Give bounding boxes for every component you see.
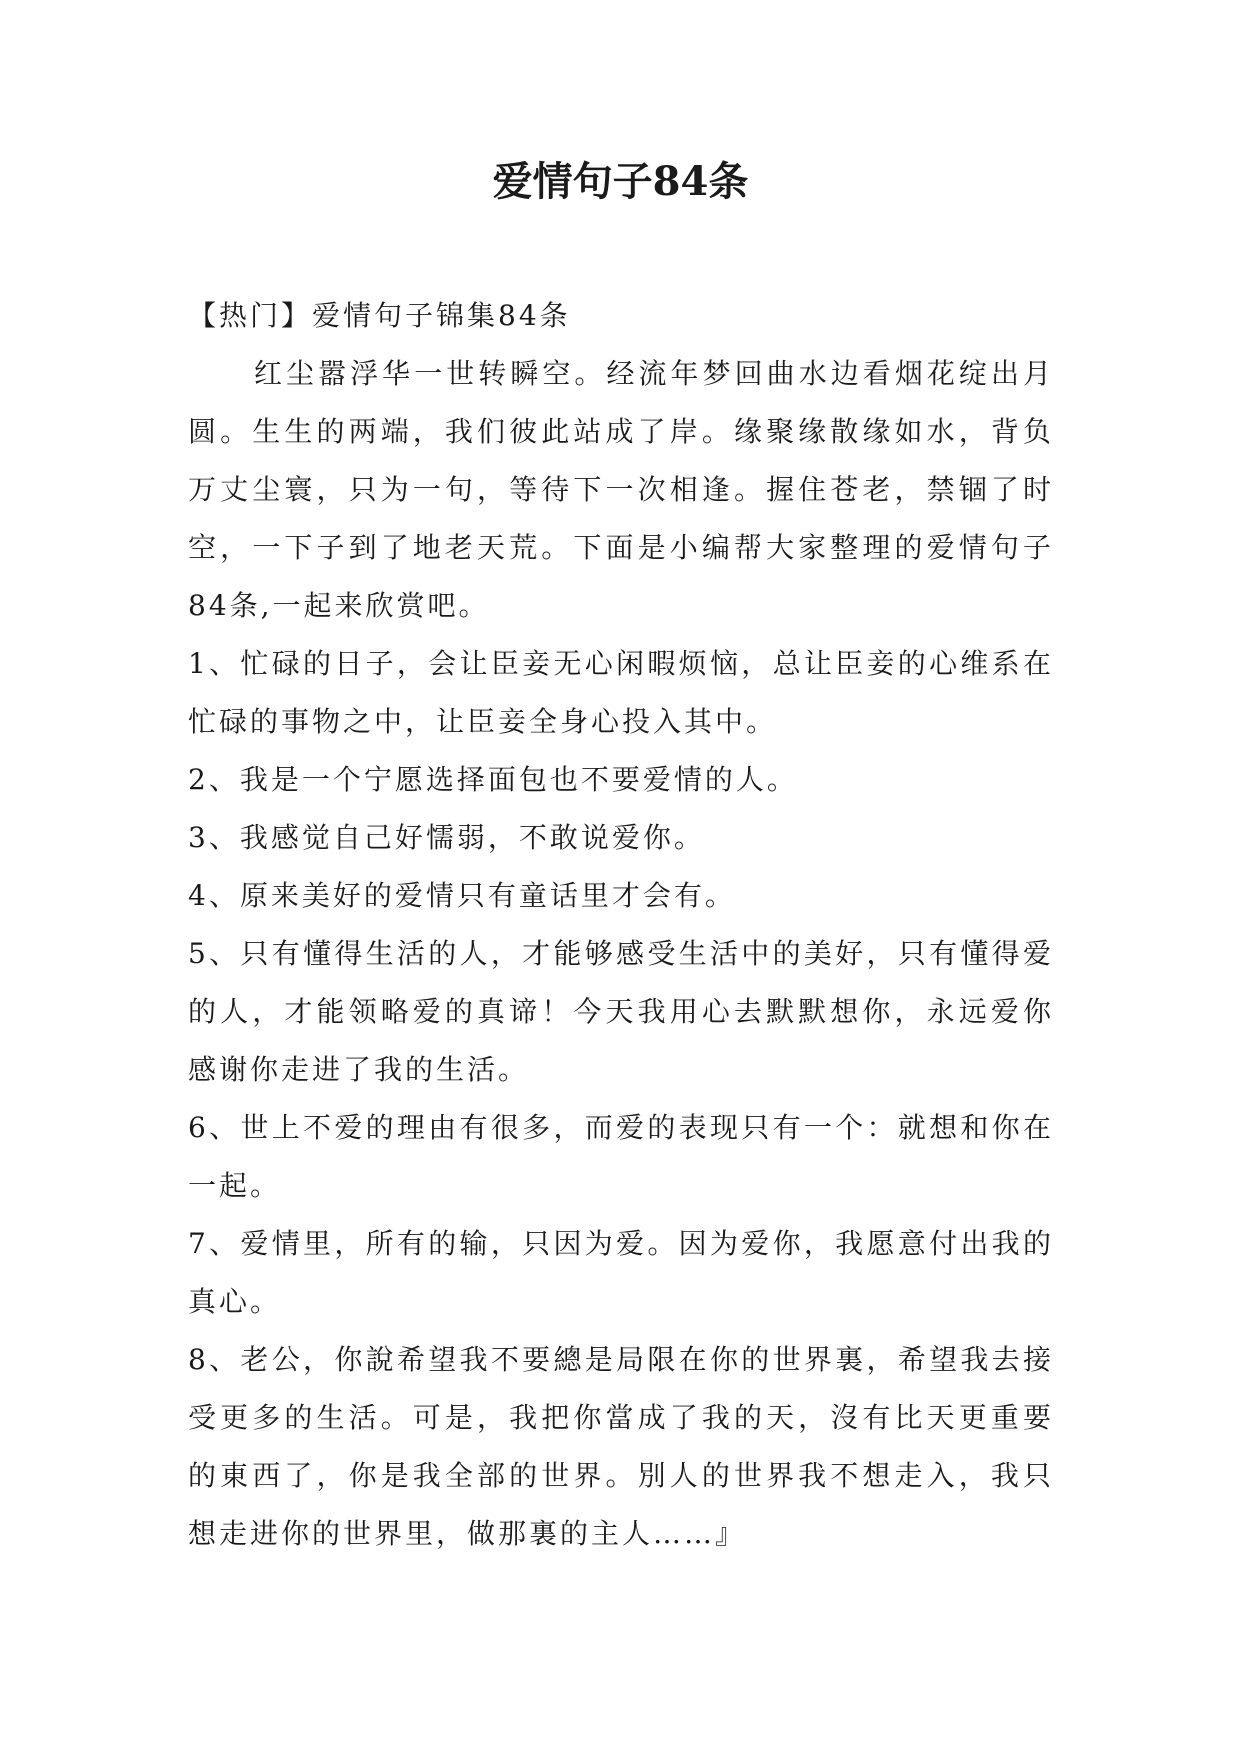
list-item: 2、我是一个宁愿选择面包也不要爱情的人。: [188, 763, 798, 796]
document-subtitle: 【热门】爱情句子锦集84条: [188, 299, 571, 332]
list-item: 6、世上不爱的理由有很多，而爱的表现只有一个：就想和你在一起。: [188, 1111, 1054, 1202]
list-item: 8、老公，你說希望我不要總是局限在你的世界裏，希望我去接受更多的生活。可是，我把你當成了我的天，沒有比天更重要的東西了，你是我全部的世界。別人的世界我不想走入，我只想走进你的世界里，做那裏的主人……』: [188, 1343, 1054, 1550]
list-item: 7、爱情里，所有的输，只因为爱。因为爱你，我愿意付出我的真心。: [188, 1227, 1054, 1318]
intro-paragraph: 红尘嚣浮华一世转瞬空。经流年梦回曲水边看烟花绽出月圆。生生的两端，我们彼此站成了岸。缘聚缘散缘如水，背负万丈尘寰，只为一句，等待下一次相逢。握住苍老，禁锢了时空，一下子到了地老天荒。下面是小编帮大家整理的爱情句子84条,一起来欣赏吧。: [188, 357, 1054, 622]
document-title: 爱情句子84条: [492, 158, 749, 205]
list-item: 3、我感觉自己好懦弱，不敢说爱你。: [188, 821, 705, 854]
document-body: [188, 287, 1054, 1563]
list-item: 5、只有懂得生活的人，才能够感受生活中的美好，只有懂得爱的人，才能领略爱的真谛！今天我用心去默默想你，永远爱你感谢你走进了我的生活。: [188, 937, 1054, 1086]
list-item: 1、忙碌的日子，会让臣妾无心闲暇烦恼，总让臣妾的心维系在忙碌的事物之中，让臣妾全身心投入其中。: [188, 647, 1054, 738]
list-item: 4、原来美好的爱情只有童话里才会有。: [188, 879, 736, 912]
